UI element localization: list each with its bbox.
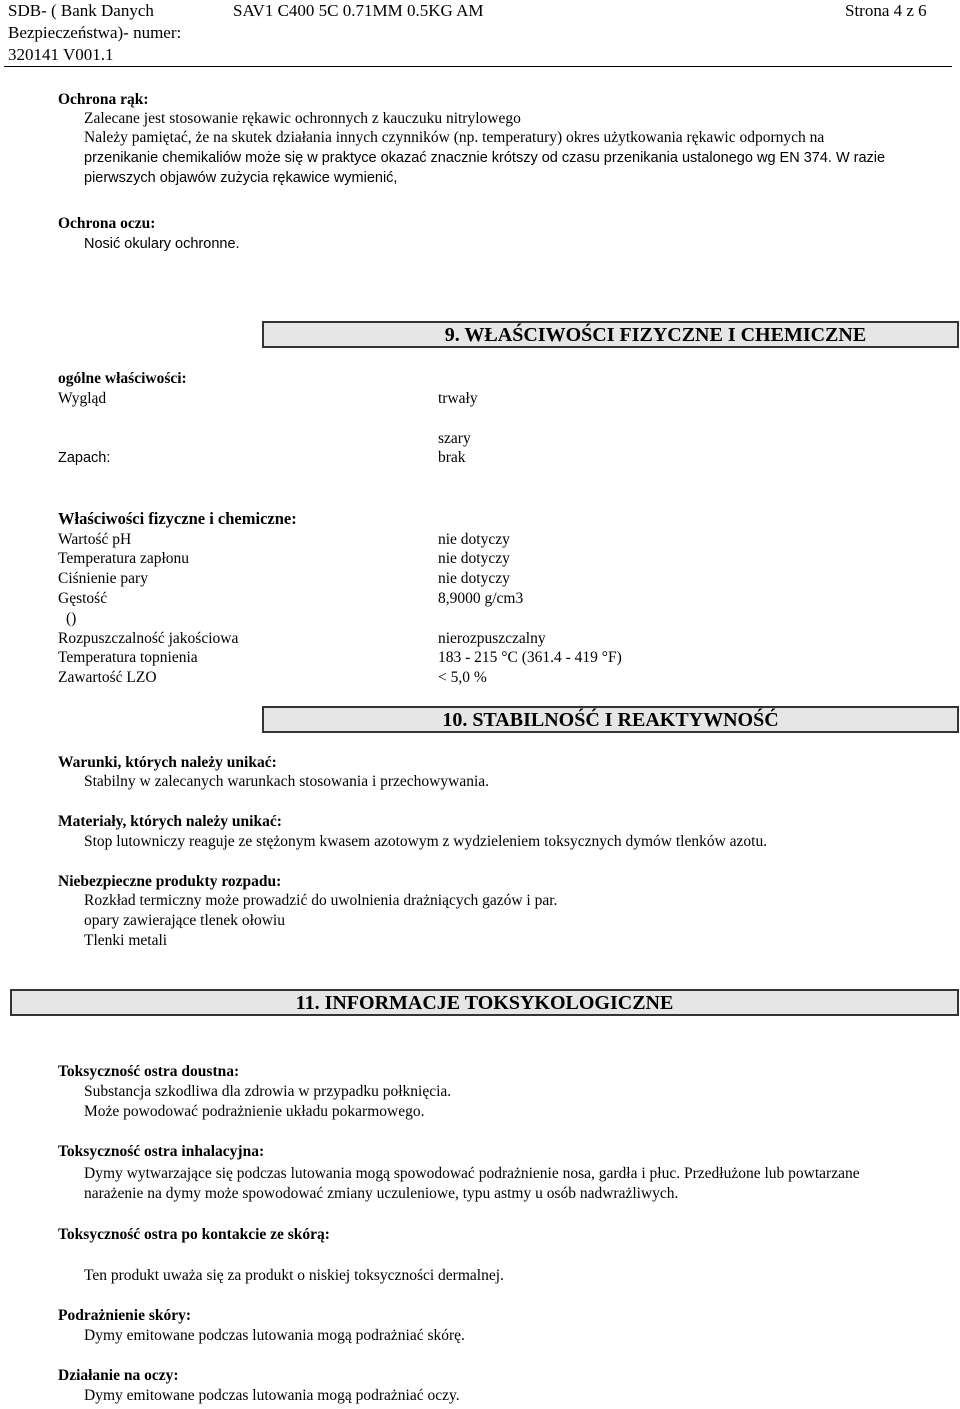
property-value: nie dotyczy [438,570,510,587]
dermal-toxicity-text: Ten produkt uważa się za produkt o niskiej toksyczności dermalnej. [84,1267,504,1284]
property-value: nierozpuszczalny [438,630,546,647]
skin-irritation-text: Dymy emitowane podczas lutowania mogą podrażniać skórę. [84,1327,465,1344]
hand-protection-line: Należy pamiętać, że na skutek działania innych czynników (np. temperatury) okres użytkowania rękawic odpornych na [84,129,825,146]
eye-protection-heading: Ochrona oczu: [58,215,156,232]
avoid-materials-heading: Materiały, których należy unikać: [58,813,282,830]
odor-label: Zapach: [58,450,111,466]
hand-protection-line: Zalecane jest stosowanie rękawic ochronnych z kauczuku nitrylowego [84,110,521,127]
doc-id-value: 320141 V001.1 [8,45,114,64]
color-value: szary [438,430,471,447]
property-label: Ciśnienie pary [58,570,148,587]
appearance-label: Wygląd [58,390,107,407]
property-value: < 5,0 % [438,669,487,686]
skin-irritation-heading: Podrażnienie skóry: [58,1307,192,1324]
property-label: Temperatura topnienia [58,649,198,666]
decomposition-line: opary zawierające tlenek ołowiu [84,912,285,929]
hand-protection-heading: Ochrona rąk: [58,91,149,108]
inhalation-toxicity-line: narażenie na dymy może spowodować zmiany uczuleniowe, typu astmy u osób nadwrażliwych. [84,1185,679,1202]
general-properties-heading: ogólne właściwości: [58,370,187,387]
avoid-conditions-heading: Warunki, których należy unikać: [58,754,277,771]
section-11-title-text: 11. INFORMACJE TOKSYKOLOGICZNE [295,992,674,1014]
odor-value: brak [438,449,466,466]
inhalation-toxicity-heading: Toksyczność ostra inhalacyjna: [58,1143,265,1160]
eye-effects-heading: Działanie na oczy: [58,1367,179,1384]
section-10-title-text: 10. STABILNOŚĆ I REAKTYWNOŚĆ [442,709,779,731]
section-9-title-text: 9. WŁAŚCIWOŚCI FIZYCZNE I CHEMICZNE [444,324,867,346]
physical-properties-heading: Właściwości fizyczne i chemiczne: [58,509,297,528]
hand-protection-line: przenikanie chemikaliów może się w praktyce okazać znacznie krótszy od czasu przenikania ustalonego wg EN 374. W razie [84,150,886,166]
property-value: nie dotyczy [438,550,510,567]
decomposition-line: Rozkład termiczny może prowadzić do uwolnienia drażniących gazów i par. [84,892,558,909]
avoid-conditions-text: Stabilny w zalecanych warunkach stosowania i przechowywania. [84,773,490,790]
property-label: () [66,610,77,627]
doc-type-label: SDB- ( Bank Danych [8,1,154,20]
section-9-title [262,321,959,348]
property-label: Wartość pH [58,531,132,548]
product-name: SAV1 C400 5C 0.71MM 0.5KG AM [233,1,484,20]
appearance-value: trwały [438,390,478,407]
property-label: Rozpuszczalność jakościowa [58,630,239,647]
decomposition-line: Tlenki metali [84,932,168,949]
property-value: 183 - 215 °C (361.4 - 419 °F) [438,649,622,666]
property-label: Gęstość [58,590,108,607]
section-10-title [262,706,959,733]
decomposition-heading: Niebezpieczne produkty rozpadu: [58,873,282,890]
avoid-materials-text: Stop lutowniczy reaguje ze stężonym kwasem azotowym z wydzieleniem toksycznych dymów tlenków azotu. [84,833,768,850]
dermal-toxicity-heading: Toksyczność ostra po kontakcie ze skórą: [58,1226,330,1243]
header-divider [4,66,952,67]
property-value: 8,9000 g/cm3 [438,590,524,607]
page-number: Strona 4 z 6 [845,1,927,20]
oral-toxicity-line: Substancja szkodliwa dla zdrowia w przypadku połknięcia. [84,1083,452,1100]
property-value: nie dotyczy [438,531,510,548]
eye-effects-text: Dymy emitowane podczas lutowania mogą podrażniać oczy. [84,1387,460,1404]
property-label: Temperatura zapłonu [58,550,190,567]
inhalation-toxicity-line: Dymy wytwarzające się podczas lutowania mogą spowodować podrażnienie nosa, gardła i płuc. Przedłużone lub powtarzane [84,1165,860,1182]
doc-id-label: Bezpieczeństwa)- numer: [8,23,182,42]
oral-toxicity-heading: Toksyczność ostra doustna: [58,1063,240,1080]
section-11-title [10,989,959,1016]
hand-protection-line: pierwszych objawów zużycia rękawice wymienić, [84,170,398,186]
eye-protection-text: Nosić okulary ochronne. [84,236,240,252]
oral-toxicity-line: Może powodować podrażnienie układu pokarmowego. [84,1103,425,1120]
property-label: Zawartość LZO [58,669,157,686]
